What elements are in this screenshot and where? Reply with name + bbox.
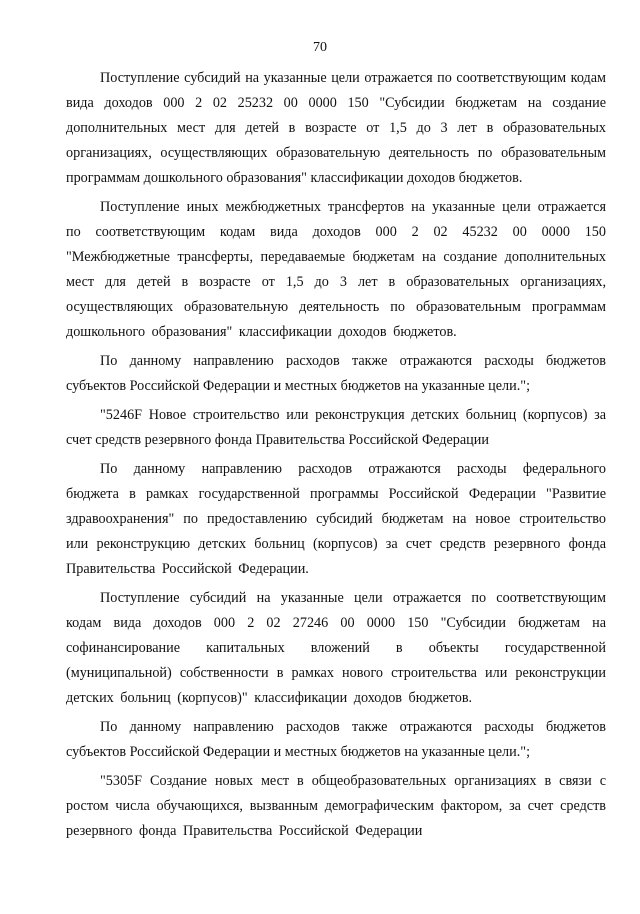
paragraph-regional-expenses-2: По данному направлению расходов также отражаются расходы бюджетов субъектов Российской Федерации и местных бюджетов на указанные цели."; <box>66 719 606 760</box>
paragraph-regional-expenses-1: По данному направлению расходов также отражаются расходы бюджетов субъектов Российской Федерации и местных бюджетов на указанные цели."; <box>66 353 606 394</box>
body-text <box>66 66 606 848</box>
paragraph-subsidies-27246: Поступление субсидий на указанные цели отражается по соответствующим кодам вида доходов 000 2 02 27246 00 0000 150 "Субсидии бюджетам на софинансирование капитальных вложений в объекты государственной (муниципальной) собственности в рамках нового строительства или реконструкции детских больниц (корпусов)" классификации доходов бюджетов. <box>66 590 606 706</box>
paragraph-federal-expenses-5246f: По данному направлению расходов отражаются расходы федерального бюджета в рамках государственной программы Российской Федерации "Развитие здравоохранения" по предоставлению субсидий бюджетам на новое строительство или реконструкцию детских больниц (корпусов) за счет средств резервного фонда Правительства Российской Федерации. <box>66 461 606 577</box>
paragraph-code-5246f: "5246F Новое строительство или реконструкция детских больниц (корпусов) за счет средств резервного фонда Правительства Российской Федерации <box>66 407 606 448</box>
page-number: 70 <box>313 40 327 55</box>
paragraph-transfers-45232: Поступление иных межбюджетных трансфертов на указанные цели отражается по соответствующим кодам вида доходов 000 2 02 45232 00 0000 150 "Межбюджетные трансферты, передаваемые бюджетам на создание дополнительных мест для детей в возрасте от 1,5 до 3 лет в образовательных организациях, осуществляющих образовательную деятельность по образовательным программам дошкольного образования" классификации доходов бюджетов. <box>66 199 606 340</box>
paragraph-subsidies-25232: Поступление субсидий на указанные цели отражается по соответствующим кодам вида доходов 000 2 02 25232 00 0000 150 "Субсидии бюджетам на создание дополнительных мест для детей в возрасте от 1,5 до 3 лет в образовательных организациях, осуществляющих образовательную деятельность по образовательным программам дошкольного образования" классификации доходов бюджетов. <box>66 70 606 186</box>
paragraph-code-5305f: "5305F Создание новых мест в общеобразовательных организациях в связи с ростом числа обучающихся, вызванным демографическим фактором, за счет средств резервного фонда Правительства Российской Федерации <box>66 773 606 839</box>
